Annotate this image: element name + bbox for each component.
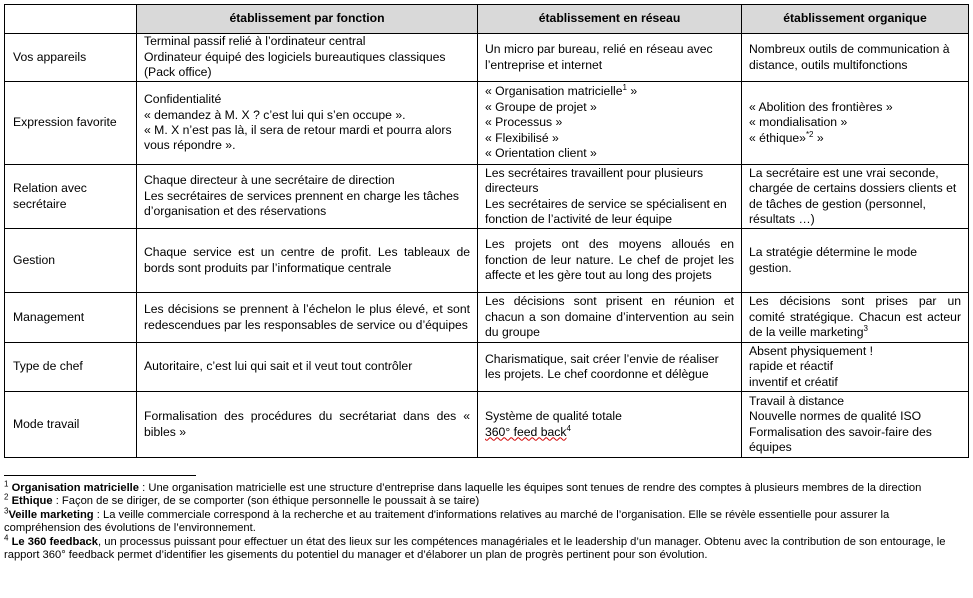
cell-text: Chaque service est un centre de profit. Les tableaux de bords sont produits par l’informatique centrale — [144, 245, 470, 275]
cell-text: Absent physiquement ! — [749, 343, 873, 358]
cell-text: « demandez à M. X ? c’est lui qui s’en occupe ». — [144, 107, 406, 122]
cell-reseau — [478, 34, 742, 82]
cell-fonction — [137, 165, 478, 229]
footnote-ref: 3 — [863, 324, 868, 334]
cell-organique — [742, 165, 969, 229]
footnote-text: Façon de se diriger, de se comporter (son éthique personnelle le poussait à se taire) — [61, 495, 480, 508]
cell-organique — [742, 82, 969, 165]
cell-text: 360° feed back — [485, 424, 567, 439]
cell-text: » — [813, 130, 824, 145]
header-row — [5, 5, 969, 34]
row-label: Type de chef — [5, 343, 137, 392]
footnote-text: un processus puissant pour effectuer un état des lieux sur les compétences managériales et le leadership d’un manager. Obtenu avec la contribution de son entourage, le rapport 360° feedback permet d’identifier les gisements du potentiel du manager et d’élaborer un plan de progrès pertinent pour son évolution. — [4, 535, 946, 562]
table-row — [5, 229, 969, 293]
cell-text: » — [626, 84, 638, 99]
cell-text: « Groupe de projet » — [485, 99, 597, 114]
cell-text: « Flexibilisé » — [485, 130, 559, 145]
cell-fonction — [137, 392, 478, 458]
cell-text: « Organisation matricielle — [485, 84, 623, 99]
footnote-ref: *2 — [805, 129, 814, 139]
cell-text: Ordinateur équipé des logiciels bureautiques classiques (Pack office) — [144, 49, 446, 80]
cell-organique — [742, 392, 969, 458]
footnote-ref: 4 — [566, 423, 571, 433]
footnote-separator-text: , — [98, 535, 105, 548]
comparison-table — [4, 4, 969, 458]
cell-text: Les décisions sont prises par un comité stratégique. Chacun est acteur de la veille marketing — [749, 294, 961, 340]
cell-text: Les secrétaires de service se spécialisent en fonction de l’activité de leur équipe — [485, 196, 727, 226]
cell-organique — [742, 343, 969, 392]
footnote-separator-text: : — [52, 495, 62, 508]
table-row — [5, 34, 969, 82]
footnote-term: Le 360 feedback — [11, 535, 99, 548]
header-organique: établissement organique — [742, 5, 969, 34]
row-label: Vos appareils — [5, 34, 137, 82]
cell-text: Les décisions se prennent à l’échelon le plus élevé, et sont redescendues par les responsables de service ou d’équipes — [144, 302, 470, 332]
footnote-separator-text: : — [93, 508, 103, 521]
table-row — [5, 343, 969, 392]
cell-text: Confidentialité — [144, 92, 222, 107]
cell-text: Les projets ont des moyens alloués en fonction de leur nature. Le chef de projet les affecte et les gère tout au long des projets — [485, 237, 734, 283]
cell-text: Chaque directeur à une secrétaire de direction — [144, 173, 395, 188]
cell-fonction — [137, 82, 478, 165]
footnote-text: La veille commerciale correspond à la recherche et au traitement d'informations relatives au marché de l’organisation. Elle se révèle essentielle pour assurer la compréhension des évolutions de l’environnement. — [4, 508, 890, 535]
footnote — [4, 506, 962, 536]
row-label: Gestion — [5, 229, 137, 293]
cell-reseau — [478, 82, 742, 165]
cell-text: La secrétaire est une vrai seconde, chargée de certains dossiers clients et de tâches de gestion (personnel, résultats …) — [749, 165, 957, 226]
cell-text: Terminal passif relié à l’ordinateur central — [144, 34, 366, 49]
cell-text: Formalisation des procédures du secrétariat dans des « bibles » — [144, 409, 470, 439]
footnote-separator-text: : — [139, 482, 149, 494]
table-row — [5, 165, 969, 229]
cell-text: « Orientation client » — [485, 146, 597, 161]
header-corner — [5, 5, 137, 34]
footnote — [4, 532, 962, 563]
cell-text: « Processus » — [485, 115, 563, 130]
footnote-term: Ethique — [11, 495, 53, 508]
footnotes — [4, 479, 962, 562]
cell-reseau — [478, 293, 742, 343]
table-row — [5, 392, 969, 458]
cell-organique — [742, 293, 969, 343]
footnote — [4, 492, 962, 508]
footnote-term: Veille marketing — [8, 508, 94, 521]
cell-fonction — [137, 34, 478, 82]
header-reseau: établissement en réseau — [478, 5, 742, 34]
row-label: Management — [5, 293, 137, 343]
cell-text: Charismatique, sait créer l’envie de réaliser les projets. Le chef coordonne et délègue — [485, 351, 719, 381]
table-row — [5, 293, 969, 343]
table-row — [5, 82, 969, 165]
cell-text: Autoritaire, c’est lui qui sait et il veut tout contrôler — [144, 359, 413, 374]
cell-reseau — [478, 229, 742, 293]
cell-reseau — [478, 343, 742, 392]
cell-text: Les secrétaires travaillent pour plusieurs directeurs — [485, 165, 704, 196]
cell-text: Système de qualité totale — [485, 409, 622, 424]
cell-text: « M. X n’est pas là, il sera de retour mardi et pourra alors vous répondre ». — [144, 123, 452, 153]
row-label: Expression favorite — [5, 82, 137, 165]
cell-text: « mondialisation » — [749, 115, 848, 130]
cell-text: inventif et créatif — [749, 374, 838, 389]
footnote-number: 3 — [4, 506, 9, 516]
row-label: Relation avec secrétaire — [5, 165, 137, 229]
cell-text: rapide et réactif — [749, 359, 834, 374]
footnote-separator — [4, 475, 196, 476]
cell-text: « Abolition des frontières » — [749, 99, 893, 114]
cell-text: Nouvelle normes de qualité ISO — [749, 409, 922, 424]
header-fonction: établissement par fonction — [137, 5, 478, 34]
cell-text: Travail à distance — [749, 393, 845, 408]
cell-reseau — [478, 165, 742, 229]
cell-fonction — [137, 229, 478, 293]
footnote-text: Une organisation matricielle est une structure d’entreprise dans laquelle les équipes sont tenues de rendre des comptes à plusieurs membres de la direction — [148, 482, 922, 494]
cell-text: Formalisation des savoir-faire des équipes — [749, 424, 932, 454]
cell-organique — [742, 34, 969, 82]
cell-text: Un micro par bureau, relié en réseau avec l’entreprise et internet — [485, 42, 713, 72]
cell-text: Nombreux outils de communication à distance, outils multifonctions — [749, 42, 950, 72]
footnote-number: 1 — [4, 479, 9, 489]
cell-fonction — [137, 343, 478, 392]
cell-organique — [742, 229, 969, 293]
footnote-ref: 1 — [622, 83, 627, 93]
cell-text: La stratégie détermine le mode gestion. — [749, 245, 918, 275]
footnote-term: Organisation matricielle — [11, 482, 140, 494]
footnote — [4, 479, 962, 495]
cell-text: Les secrétaires de services prennent en charge les tâches d’organisation et des réservations — [144, 188, 460, 219]
cell-text: Les décisions sont prisent en réunion et chacun a son domaine d’intervention au sein du groupe — [485, 294, 734, 340]
cell-text: « éthique» — [749, 130, 806, 145]
footnote-number: 4 — [4, 532, 9, 542]
footnote-number: 2 — [4, 492, 9, 502]
cell-fonction — [137, 293, 478, 343]
row-label: Mode travail — [5, 392, 137, 458]
cell-reseau — [478, 392, 742, 458]
